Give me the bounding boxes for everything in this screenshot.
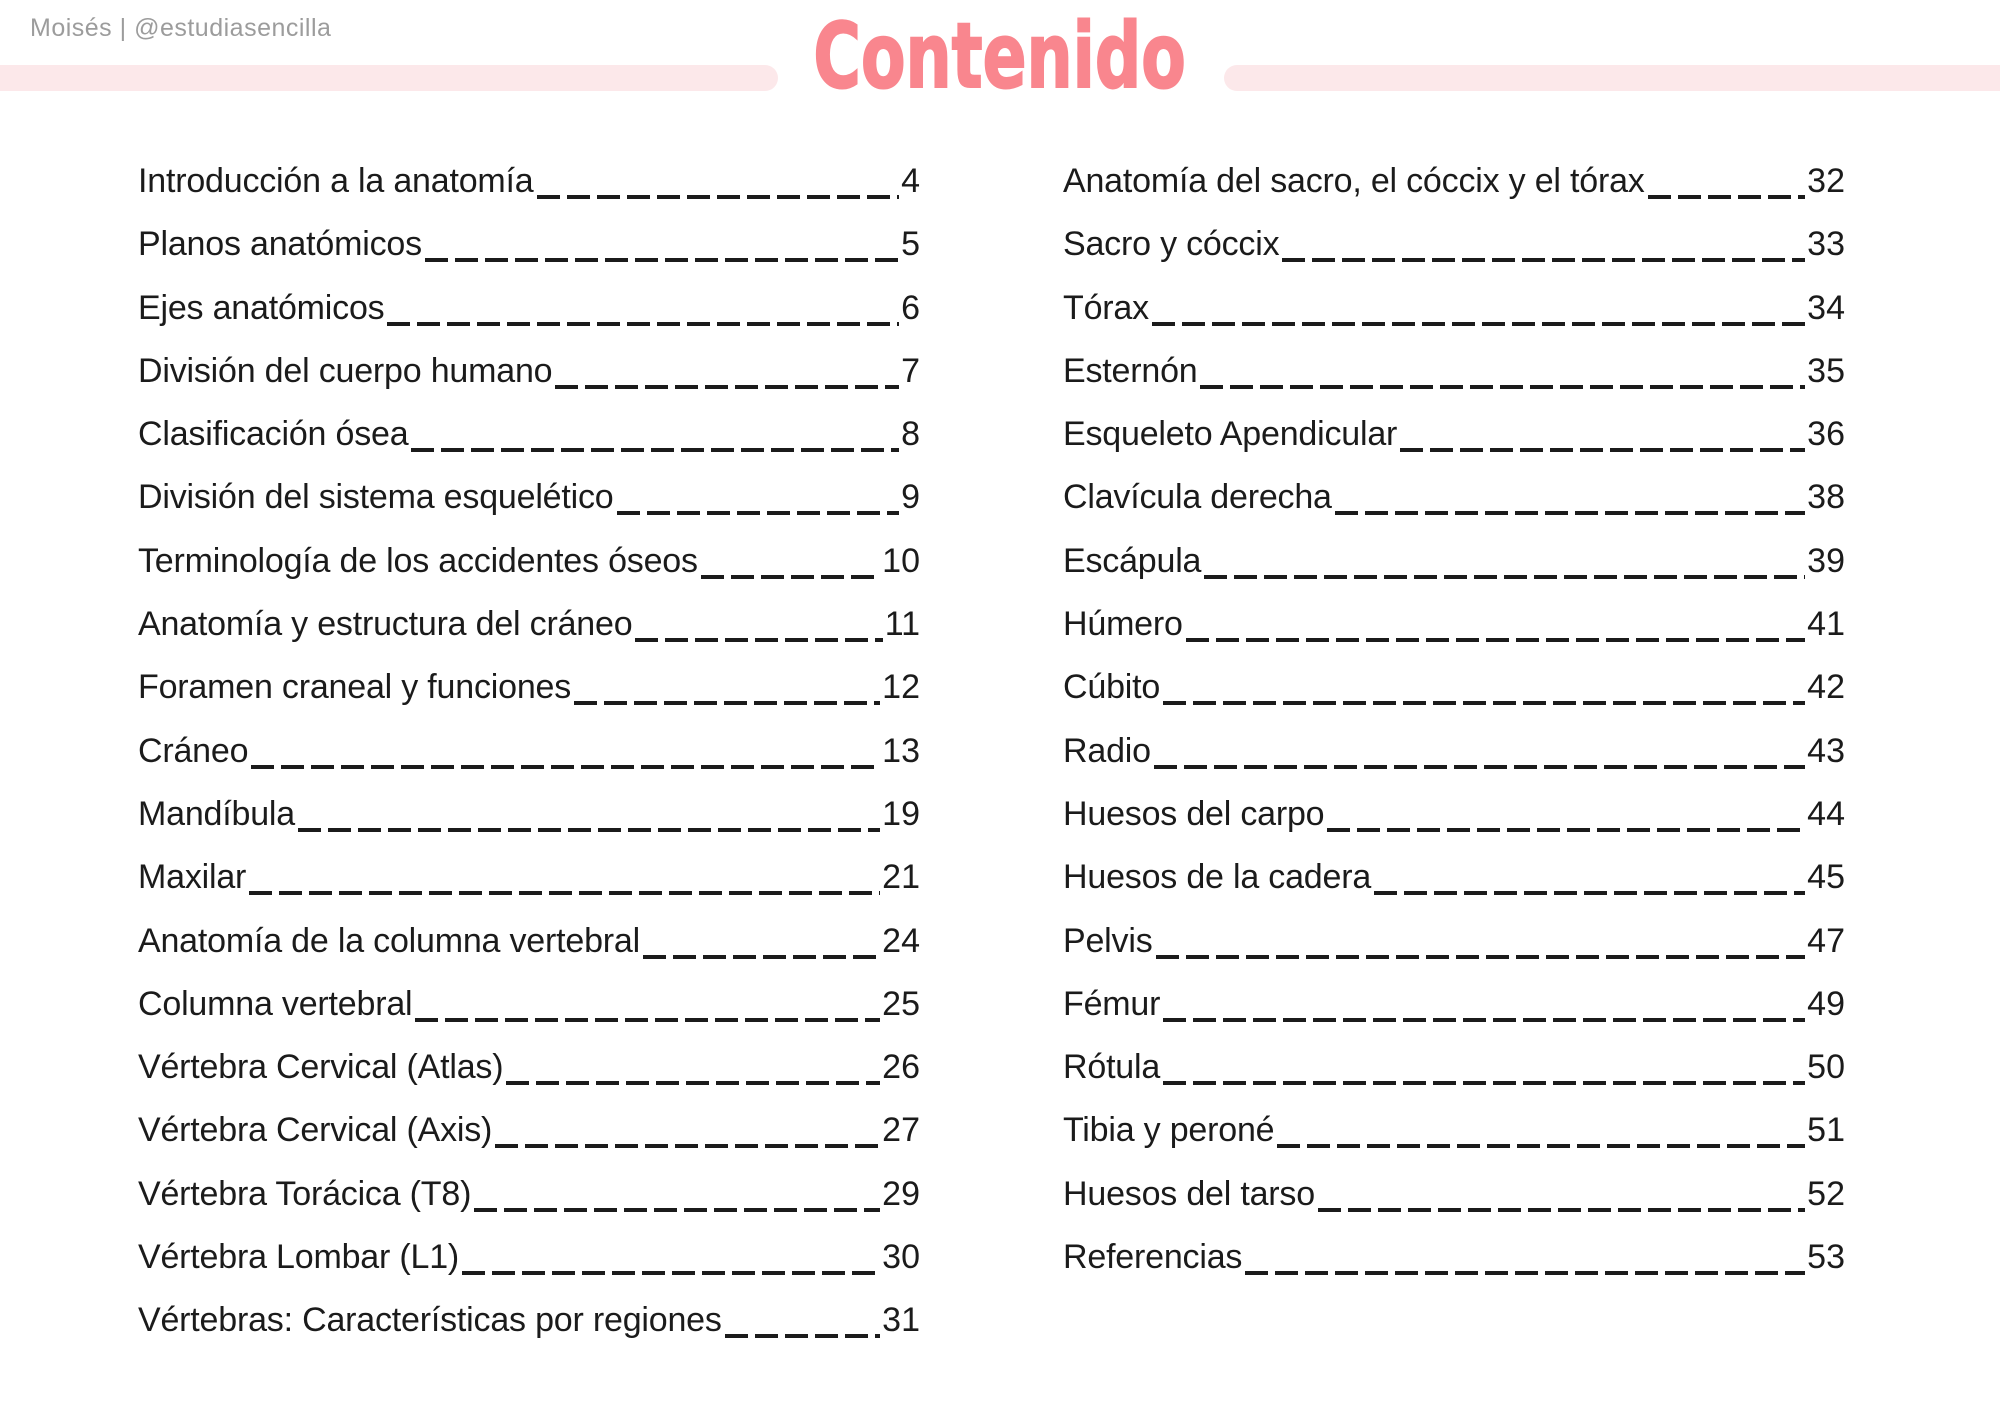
toc-entry-page: 27: [882, 1111, 920, 1150]
toc-entry: [1063, 289, 1845, 352]
toc-entry-label: Referencias: [1063, 1238, 1243, 1277]
toc-entry-page: 6: [901, 288, 920, 327]
toc-entry-page: 50: [1807, 1048, 1845, 1087]
toc-entry: [1063, 668, 1845, 731]
toc-entry-page: 30: [882, 1238, 920, 1277]
toc-entry: [138, 858, 920, 921]
toc-entry-label: Maxilar: [138, 858, 247, 897]
toc-entry-page: 36: [1807, 415, 1845, 454]
toc-entry-label: Huesos de la cadera: [1063, 858, 1372, 897]
toc-entry-label: Ejes anatómicos: [138, 288, 385, 327]
toc-leader-line: [635, 638, 882, 642]
toc-entry: [138, 352, 920, 415]
toc-entry: [138, 1048, 920, 1111]
toc-entry: [1063, 1238, 1845, 1301]
toc-entry-label: Columna vertebral: [138, 984, 413, 1023]
toc-entry-label: Cúbito: [1063, 668, 1161, 707]
toc-column-right: [1063, 162, 1845, 1301]
toc-entry-label: Anatomía del sacro, el cóccix y el tórax: [1063, 162, 1645, 200]
toc-leader-line: [462, 1271, 880, 1275]
toc-entry-label: Introducción a la anatomía: [138, 162, 534, 200]
toc-entry-page: 49: [1807, 984, 1845, 1023]
toc-entry-label: Radio: [1063, 731, 1151, 770]
toc-leader-line: [1327, 828, 1805, 832]
toc-entry: [1063, 795, 1845, 858]
toc-entry: [138, 668, 920, 731]
toc-entry-page: 29: [882, 1174, 920, 1213]
toc-leader-line: [1200, 385, 1805, 389]
toc-entry-page: 10: [882, 541, 920, 580]
toc-entry: [1063, 985, 1845, 1048]
toc-entry-label: Esternón: [1063, 351, 1198, 390]
toc-entry-label: Tibia y peroné: [1063, 1111, 1275, 1150]
toc-entry: [138, 1301, 920, 1364]
toc-entry-label: División del sistema esquelético: [138, 478, 614, 517]
author-credit: Moisés | @estudiasencilla: [30, 14, 332, 42]
toc-entry-page: 32: [1807, 162, 1845, 200]
toc-entry-label: Vértebra Lombar (L1): [138, 1238, 460, 1277]
toc-leader-line: [537, 195, 900, 199]
toc-leader-line: [1186, 638, 1805, 642]
toc-leader-line: [574, 701, 880, 705]
toc-leader-line: [1374, 891, 1805, 895]
toc-leader-line: [387, 322, 899, 326]
toc-entry: [138, 289, 920, 352]
toc-entry-page: 8: [901, 415, 920, 454]
toc-entry-page: 5: [901, 225, 920, 264]
toc-entry-page: 42: [1807, 668, 1845, 707]
toc-entry-label: Vértebra Torácica (T8): [138, 1174, 472, 1213]
toc-entry-page: 19: [882, 794, 920, 833]
toc-leader-line: [1163, 1081, 1805, 1085]
toc-entry-label: Huesos del carpo: [1063, 794, 1325, 833]
toc-entry: [138, 542, 920, 605]
toc-entry-label: Esqueleto Apendicular: [1063, 415, 1398, 454]
toc-entry: [138, 732, 920, 795]
toc-entry-label: Escápula: [1063, 541, 1202, 580]
toc-entry-label: División del cuerpo humano: [138, 351, 553, 390]
toc-leader-line: [1335, 511, 1805, 515]
toc-entry-page: 11: [884, 605, 920, 644]
toc-entry-page: 34: [1807, 288, 1845, 327]
toc-entry: [138, 795, 920, 858]
toc-entry-page: 52: [1807, 1174, 1845, 1213]
toc-entry: [1063, 1175, 1845, 1238]
toc-leader-line: [251, 765, 880, 769]
toc-entry-label: Anatomía y estructura del cráneo: [138, 605, 633, 644]
toc-leader-line: [1648, 195, 1806, 199]
toc-leader-line: [1152, 322, 1805, 326]
toc-entry: [1063, 542, 1845, 605]
toc-entry-label: Fémur: [1063, 984, 1161, 1023]
toc-entry: [1063, 478, 1845, 541]
toc-leader-line: [298, 828, 880, 832]
toc-leader-line: [474, 1208, 880, 1212]
toc-entry-page: 47: [1807, 921, 1845, 960]
toc-entry-label: Vértebra Cervical (Atlas): [138, 1048, 504, 1087]
toc-entry-label: Rótula: [1063, 1048, 1161, 1087]
toc-leader-line: [1163, 701, 1805, 705]
toc-entry-page: 12: [882, 668, 920, 707]
toc-entry-page: 31: [882, 1301, 920, 1340]
toc-leader-line: [425, 258, 899, 262]
toc-entry-page: 43: [1807, 731, 1845, 770]
toc-leader-line: [1318, 1208, 1805, 1212]
toc-leader-line: [555, 385, 899, 389]
toc-entry: [138, 605, 920, 668]
title-band-right-segment: [1224, 65, 2000, 91]
toc-entry-page: 13: [882, 731, 920, 770]
toc-leader-line: [1282, 258, 1805, 262]
toc-leader-line: [1163, 1018, 1805, 1022]
toc-leader-line: [495, 1144, 880, 1148]
toc-entry-label: Huesos del tarso: [1063, 1174, 1315, 1213]
toc-leader-line: [1156, 955, 1806, 959]
toc-entry-label: Terminología de los accidentes óseos: [138, 541, 698, 580]
toc-entry-label: Planos anatómicos: [138, 225, 422, 264]
toc-entry: [138, 985, 920, 1048]
toc-leader-line: [415, 1018, 880, 1022]
page-title-text: Contenido: [813, 4, 1187, 109]
toc-entry-label: Sacro y cóccix: [1063, 225, 1280, 264]
toc-leader-line: [411, 448, 899, 452]
toc-entry-page: 9: [901, 478, 920, 517]
toc-entry: [1063, 225, 1845, 288]
toc-entry-page: 33: [1807, 225, 1845, 264]
toc-entry: [138, 922, 920, 985]
toc-entry: [138, 415, 920, 478]
toc-leader-line: [701, 575, 880, 579]
toc-entry-label: Anatomía de la columna vertebral: [138, 921, 640, 960]
toc-entry: [1063, 352, 1845, 415]
toc-leader-line: [1400, 448, 1805, 452]
toc-entry-label: Mandíbula: [138, 794, 295, 833]
toc-entry: [138, 478, 920, 541]
toc-entry: [138, 1175, 920, 1238]
toc-entry-label: Vértebras: Características por regiones: [138, 1301, 722, 1340]
toc-leader-line: [643, 955, 880, 959]
toc-entry: [138, 225, 920, 288]
toc-entry-page: 41: [1807, 605, 1845, 644]
toc-entry: [1063, 605, 1845, 668]
toc-entry: [1063, 1111, 1845, 1174]
toc-entry-label: Foramen craneal y funciones: [138, 668, 572, 707]
toc-leader-line: [1245, 1271, 1805, 1275]
toc-entry: [1063, 922, 1845, 985]
toc-entry-label: Clasificación ósea: [138, 415, 409, 454]
toc-column-left: [138, 162, 920, 1365]
toc-entry: [1063, 732, 1845, 795]
toc-entry-page: 45: [1807, 858, 1845, 897]
toc-entry-page: 39: [1807, 541, 1845, 580]
toc-entry-page: 25: [882, 984, 920, 1023]
title-band-left-segment: [0, 65, 778, 91]
toc-entry-page: 24: [882, 921, 920, 960]
toc-entry: [1063, 162, 1845, 225]
toc-entry-page: 44: [1807, 794, 1845, 833]
toc-entry-label: Pelvis: [1063, 921, 1153, 960]
toc-entry-page: 35: [1807, 351, 1845, 390]
toc-entry-page: 38: [1807, 478, 1845, 517]
toc-entry-page: 51: [1807, 1111, 1845, 1150]
toc-leader-line: [1204, 575, 1805, 579]
toc-entry-page: 53: [1807, 1238, 1845, 1277]
toc-entry: [1063, 415, 1845, 478]
toc-leader-line: [617, 511, 900, 515]
toc-leader-line: [1154, 765, 1805, 769]
toc-entry-page: 4: [901, 162, 920, 200]
toc-leader-line: [725, 1334, 880, 1338]
toc-entry-label: Clavícula derecha: [1063, 478, 1332, 517]
toc-entry-label: Cráneo: [138, 731, 249, 770]
toc-entry-label: Tórax: [1063, 288, 1149, 327]
toc-entry: [1063, 1048, 1845, 1111]
toc-entry-page: 26: [882, 1048, 920, 1087]
toc-entry-page: 21: [882, 858, 920, 897]
toc-leader-line: [249, 891, 880, 895]
toc-entry-label: Húmero: [1063, 605, 1183, 644]
toc-entry: [138, 1238, 920, 1301]
toc-entry: [138, 162, 920, 225]
toc-entry-label: Vértebra Cervical (Axis): [138, 1111, 493, 1150]
toc-entry-page: 7: [901, 351, 920, 390]
toc-leader-line: [1277, 1144, 1805, 1148]
toc-entry: [138, 1111, 920, 1174]
toc-leader-line: [506, 1081, 880, 1085]
toc-entry: [1063, 858, 1845, 921]
